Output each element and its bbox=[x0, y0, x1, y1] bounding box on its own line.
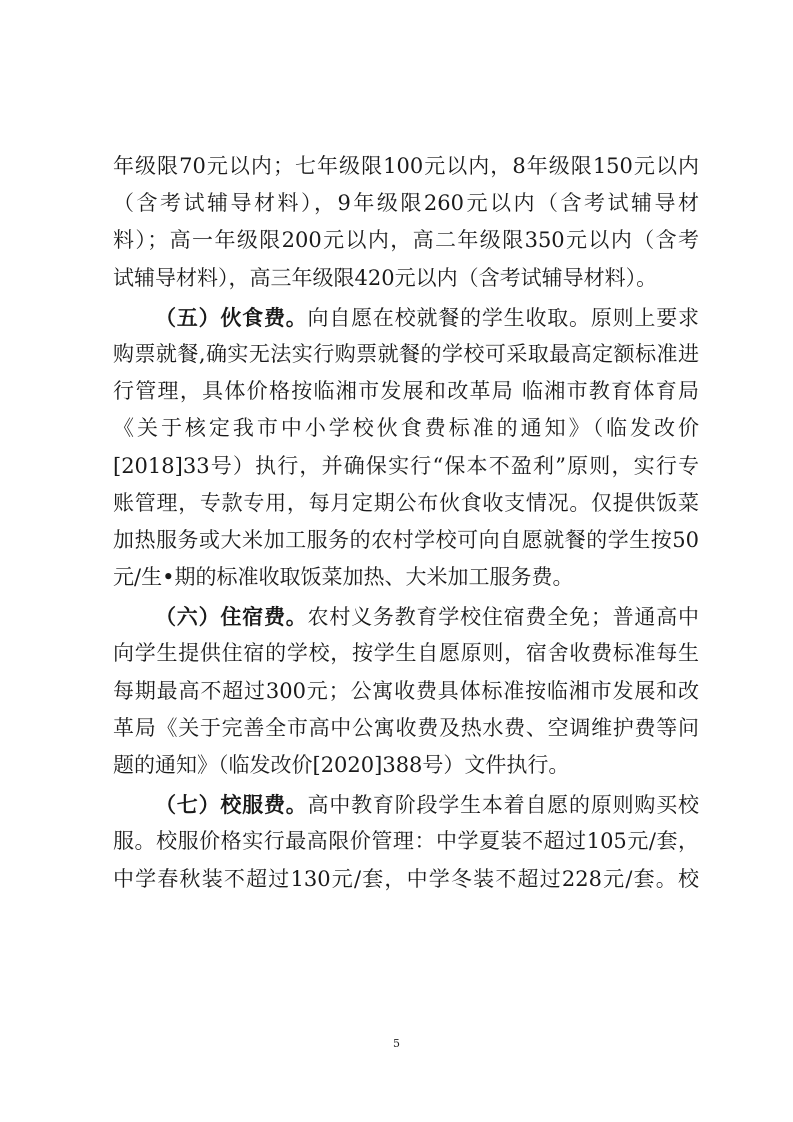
paragraph-meal-fee bbox=[113, 299, 699, 597]
text-line: 服。校服价格实行最高限价管理：中学夏装不超过105元/套， bbox=[113, 829, 699, 854]
text-line: 题的通知》（临发改价[2020]388号）文件执行。 bbox=[113, 753, 570, 777]
paragraph-uniform-fee bbox=[113, 786, 699, 898]
text-line: 料）；高一年级限200元以内，高二年级限350元以内（含考 bbox=[113, 228, 699, 253]
text-line: 革局《关于完善全市高中公寓收费及热水费、空调维护费等问 bbox=[113, 715, 699, 740]
text-line: 加热服务或大米加工服务的农村学校可向自愿就餐的学生按50 bbox=[113, 527, 699, 552]
document-body bbox=[113, 148, 699, 900]
text-run: 高中教育阶段学生本着自愿的原则购买校 bbox=[307, 793, 700, 818]
text-line bbox=[113, 786, 699, 823]
text-line bbox=[113, 598, 699, 635]
text-line: 元/生•期的标准收取饭菜加热、大米加工服务费。 bbox=[113, 565, 574, 590]
paragraph-accommodation-fee bbox=[113, 598, 699, 784]
text-line: 每期最高不超过300元；公寓收费具体标准按临湘市发展和改 bbox=[113, 678, 699, 703]
text-line: 账管理，专款专用，每月定期公布伙食收支情况。仅提供饭菜 bbox=[113, 490, 699, 515]
text-run: 向自愿在校就餐的学生收取。原则上要求 bbox=[307, 305, 700, 330]
text-line: 《关于核定我市中小学校伙食费标准的通知》（临发改价 bbox=[113, 416, 699, 441]
paragraph-grade-limits bbox=[113, 148, 699, 297]
text-line bbox=[113, 299, 699, 336]
text-line: 向学生提供住宿的学校，按学生自愿原则，宿舍收费标准每生 bbox=[113, 641, 699, 666]
text-line: 购票就餐,确实无法实行购票就餐的学校可采取最高定额标准进 bbox=[113, 341, 699, 366]
page-number: 5 bbox=[393, 1037, 400, 1050]
text-line: 年级限70元以内；七年级限100元以内，8年级限150元以内 bbox=[113, 154, 699, 178]
section-heading-uniform-fee: （七）校服费。 bbox=[155, 792, 308, 818]
text-line: 行管理，具体价格按临湘市发展和改革局 临湘市教育体育局 bbox=[113, 379, 699, 404]
text-line: （含考试辅导材料），9年级限260元以内（含考试辅导材 bbox=[113, 191, 699, 216]
section-heading-meal-fee: （五）伙食费。 bbox=[155, 304, 308, 330]
text-line: 中学春秋装不超过130元/套，中学冬装不超过228元/套。校 bbox=[113, 866, 699, 891]
text-line: 试辅导材料），高三年级限420元以内（含考试辅导材料）。 bbox=[113, 265, 658, 290]
text-line: [2018]33号）执行，并确保实行“保本不盈利”原则，实行专 bbox=[113, 453, 699, 478]
section-heading-accommodation-fee: （六）住宿费。 bbox=[155, 604, 308, 630]
text-run: 农村义务教育学校住宿费全免；普通高中 bbox=[307, 605, 700, 630]
